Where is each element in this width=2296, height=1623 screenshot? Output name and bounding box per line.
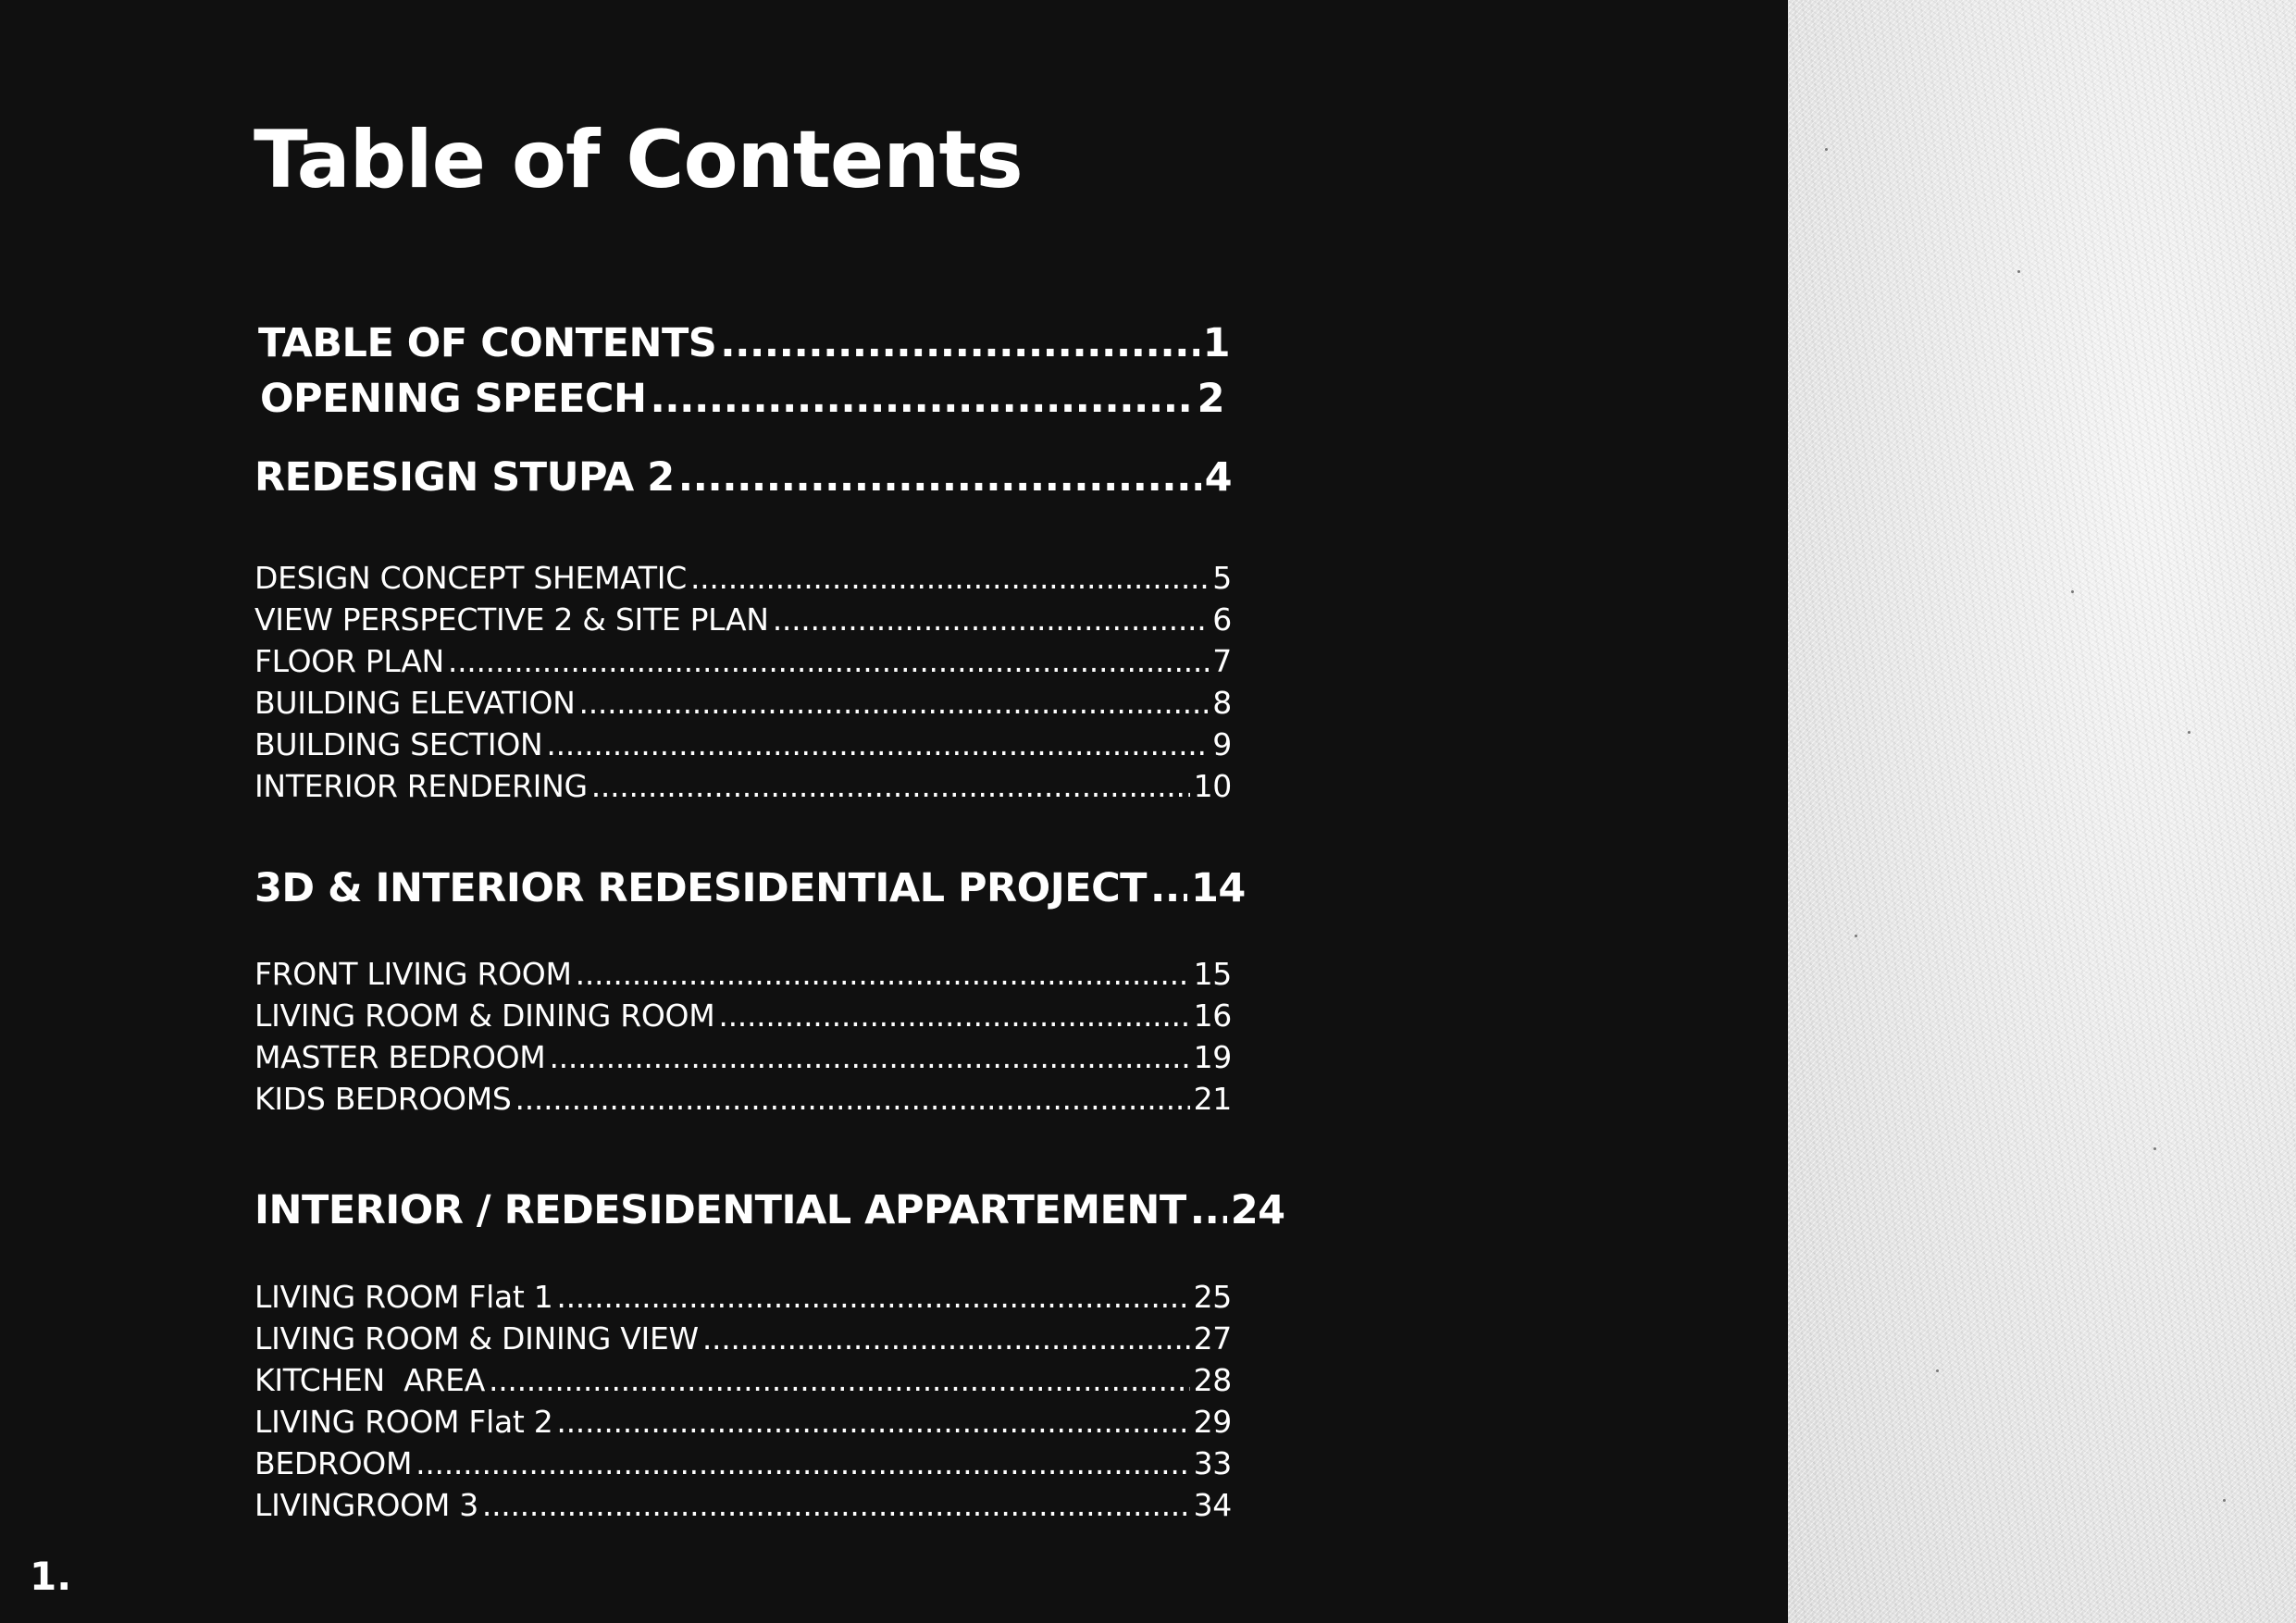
dot-leader [549,1037,1189,1078]
toc-item-label: BEDROOM [254,1445,413,1481]
toc-item-label: INTERIOR RENDERING [254,768,588,804]
toc-section-label: INTERIOR / REDESIDENTIAL APPARTEMENT [254,1187,1186,1233]
toc-entry-label: TABLE OF CONTENTS [258,320,717,366]
table-of-contents [254,0,1285,1623]
toc-section-label: REDESIGN STUPA 2 [254,454,675,501]
toc-item-page: 28 [1193,1362,1232,1398]
toc-item-page: 5 [1212,560,1232,596]
toc-item-label: FLOOR PLAN [254,643,444,679]
dot-leader [720,316,1198,370]
dot-leader [1190,1183,1227,1237]
toc-item-page: 8 [1212,685,1232,721]
toc-item-label: KITCHEN AREA [254,1362,485,1398]
toc-item-page: 10 [1193,768,1232,804]
dot-leader [678,451,1201,504]
dot-leader [702,1319,1190,1359]
toc-item[interactable] [254,1319,1232,1359]
toc-item-label: MASTER BEDROOM [254,1039,546,1075]
toc-item-page: 33 [1193,1445,1232,1481]
toc-section-interior-appartement[interactable] [254,1183,1285,1237]
dot-leader [416,1443,1189,1484]
dot-leader [690,558,1209,599]
dot-leader [489,1360,1190,1401]
toc-item-page: 21 [1193,1081,1232,1117]
toc-item-page: 16 [1193,997,1232,1034]
toc-item-label: BUILDING SECTION [254,726,543,762]
dot-leader [773,600,1210,640]
toc-item-page: 27 [1193,1320,1232,1357]
paper-speck [1825,148,1828,151]
toc-item-label: VIEW PERSPECTIVE 2 & SITE PLAN [254,601,769,638]
dot-leader [579,683,1210,724]
toc-item-label: LIVING ROOM & DINING VIEW [254,1320,699,1357]
toc-entry-opening-speech[interactable] [260,372,1224,426]
toc-item-page: 7 [1212,643,1232,679]
toc-section-label: 3D & INTERIOR REDESIDENTIAL PROJECT [254,865,1147,911]
toc-item-page: 6 [1212,601,1232,638]
toc-section-redesign-stupa[interactable] [254,451,1232,504]
toc-item-page: 19 [1193,1039,1232,1075]
toc-item[interactable] [254,600,1232,640]
dot-leader [556,1402,1189,1443]
toc-item-page: 25 [1193,1279,1232,1315]
dot-leader [576,954,1190,995]
toc-item-label: LIVINGROOM 3 [254,1487,478,1523]
dot-leader [546,725,1209,765]
toc-item[interactable] [254,996,1232,1036]
toc-entry-page: 2 [1197,376,1224,422]
paper-speck [1855,935,1857,937]
dot-leader [650,372,1193,426]
paper-speck [2153,1147,2156,1150]
toc-entry-label: OPENING SPEECH [260,376,647,422]
toc-item-label: BUILDING ELEVATION [254,685,576,721]
toc-section-page: 14 [1190,865,1246,911]
paper-texture-panel [1788,0,2296,1623]
toc-item[interactable] [254,766,1232,807]
paper-speck [2188,731,2191,734]
toc-item-page: 15 [1193,956,1232,992]
toc-item-label: LIVING ROOM Flat 2 [254,1404,553,1440]
toc-section-3d-interior-project[interactable] [254,861,1246,915]
dot-leader [591,766,1190,807]
toc-item-page: 9 [1212,726,1232,762]
toc-item[interactable] [254,1485,1232,1526]
toc-item-label: LIVING ROOM Flat 1 [254,1279,553,1315]
paper-speck [2017,270,2020,273]
toc-item[interactable] [254,725,1232,765]
toc-item[interactable] [254,1443,1232,1484]
toc-item[interactable] [254,641,1232,682]
paper-speck [2071,590,2074,593]
dot-leader [482,1485,1190,1526]
dot-leader [718,996,1189,1036]
toc-entry-table-of-contents[interactable] [258,316,1230,370]
paper-speck [1936,1369,1939,1372]
page-number: 1. [30,1554,72,1599]
toc-item-label: DESIGN CONCEPT SHEMATIC [254,560,687,596]
toc-item-page: 29 [1193,1404,1232,1440]
dot-leader [1150,861,1187,915]
toc-item[interactable] [254,683,1232,724]
dot-leader [556,1277,1189,1318]
toc-item[interactable] [254,1402,1232,1443]
dot-leader [515,1079,1190,1120]
toc-item-label: KIDS BEDROOMS [254,1081,512,1117]
dot-leader [448,641,1209,682]
paper-speck [2223,1499,2226,1502]
page-title: Table of Contents [254,114,1023,206]
toc-item[interactable] [254,1360,1232,1401]
toc-item[interactable] [254,954,1232,995]
toc-item[interactable] [254,1277,1232,1318]
toc-section-page: 4 [1204,454,1232,501]
toc-item[interactable] [254,1079,1232,1120]
toc-item-label: LIVING ROOM & DINING ROOM [254,997,715,1034]
toc-section-page: 24 [1230,1187,1285,1233]
toc-entry-page: 1 [1202,320,1230,366]
toc-item-label: FRONT LIVING ROOM [254,956,572,992]
toc-item[interactable] [254,1037,1232,1078]
toc-item-page: 34 [1193,1487,1232,1523]
toc-item[interactable] [254,558,1232,599]
